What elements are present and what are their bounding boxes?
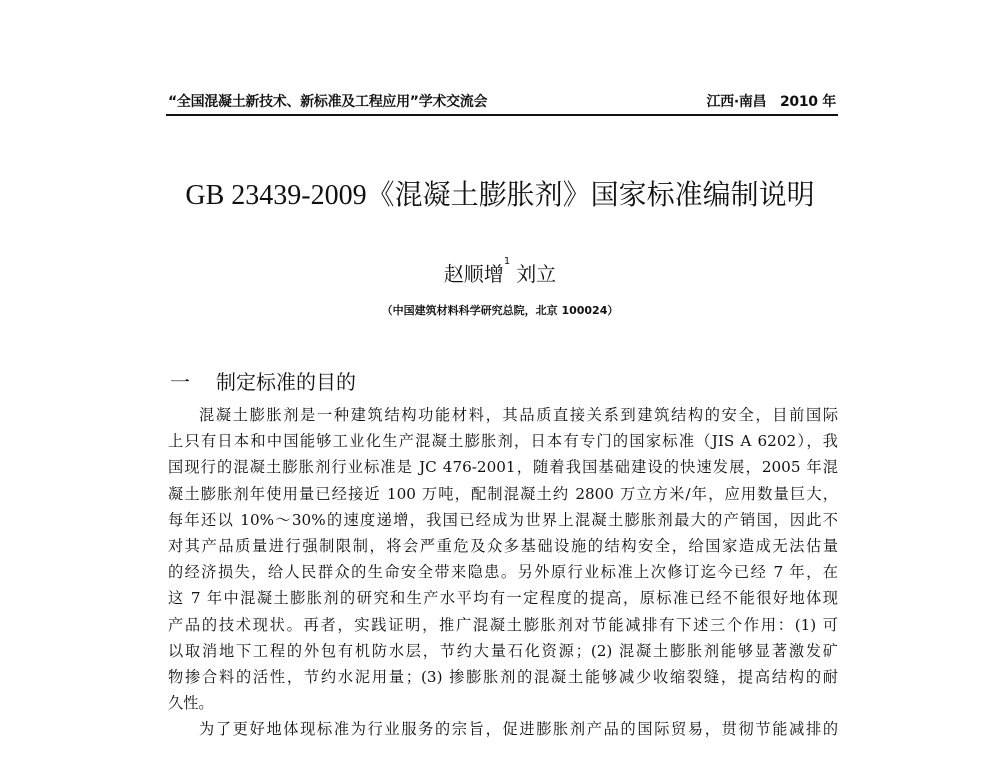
paragraph-line: 每年还以 10%～30%的速度递增，我国已经成为世界上混凝土膨胀剂最大的产销国，因此不	[168, 510, 838, 529]
section-title: 制定标准的目的	[216, 370, 356, 394]
body-text	[168, 402, 838, 742]
paragraph-line: 上只有日本和中国能够工业化生产混凝土膨胀剂，日本有专门的国家标准（JIS A 6202），我	[168, 432, 838, 451]
conference-location-date: 江西·南昌 2010 年	[706, 94, 836, 110]
paragraph-line: 凝土膨胀剂年使用量已经接近 100 万吨，配制混凝土约 2800 万立方米/年，应用数量巨大，	[168, 484, 838, 503]
author-1: 赵顺增	[443, 262, 504, 286]
paragraph-line: 物掺合料的活性，节约水泥用量；(3) 掺膨胀剂的混凝土能够减少收缩裂缝，提高结构的耐	[168, 667, 838, 686]
paragraph-line: 久性。	[168, 694, 214, 713]
paragraph-line: 国现行的混凝土膨胀剂行业标准是 JC 476-2001，随着我国基础建设的快速发展，2005 年混	[168, 458, 838, 477]
paragraph-line: 对其产品质量进行强制限制，将会严重危及众多基础设施的结构安全，给国家造成无法估量	[168, 536, 838, 555]
running-header	[168, 91, 836, 113]
paragraph-line: 混凝土膨胀剂是一种建筑结构功能材料，其品质直接关系到建筑结构的安全，目前国际	[199, 406, 838, 424]
paragraph-line: 这 7 年中混凝土膨胀剂的研究和生产水平均有一定程度的提高，原标准已经不能很好地体现	[168, 589, 838, 608]
conference-name: “全国混凝土新技术、新标准及工程应用”学术交流会	[168, 94, 488, 110]
paragraph-line: 为了更好地体现标准为行业服务的宗旨，促进膨胀剂产品的国际贸易，贯彻节能减排的	[199, 720, 838, 739]
paragraph-line: 的经济损失，给人民群众的生命安全带来隐患。另外原行业标准上次修订迄今已经 7 年，在	[168, 563, 838, 582]
paragraph-line: 以取消地下工程的外包有机防水层，节约大量石化资源；(2) 混凝土膨胀剂能够显著激发矿	[168, 641, 838, 660]
paper-title: GB 23439-2009《混凝土膨胀剂》国家标准编制说明	[185, 180, 815, 211]
author-1-affiliation-mark: 1	[503, 256, 511, 267]
affiliation: （中国建筑材料科学研究总院，北京 100024）	[381, 304, 619, 317]
header-rule	[166, 114, 838, 116]
author-line	[0, 258, 1000, 287]
author-2: 刘立	[516, 262, 557, 286]
paragraph-line: 产品的技术现状。再者，实践证明，推广混凝土膨胀剂对节能减排有下述三个作用：(1) 可	[168, 615, 838, 634]
section-heading	[170, 366, 356, 395]
section-number: 一	[170, 370, 190, 394]
